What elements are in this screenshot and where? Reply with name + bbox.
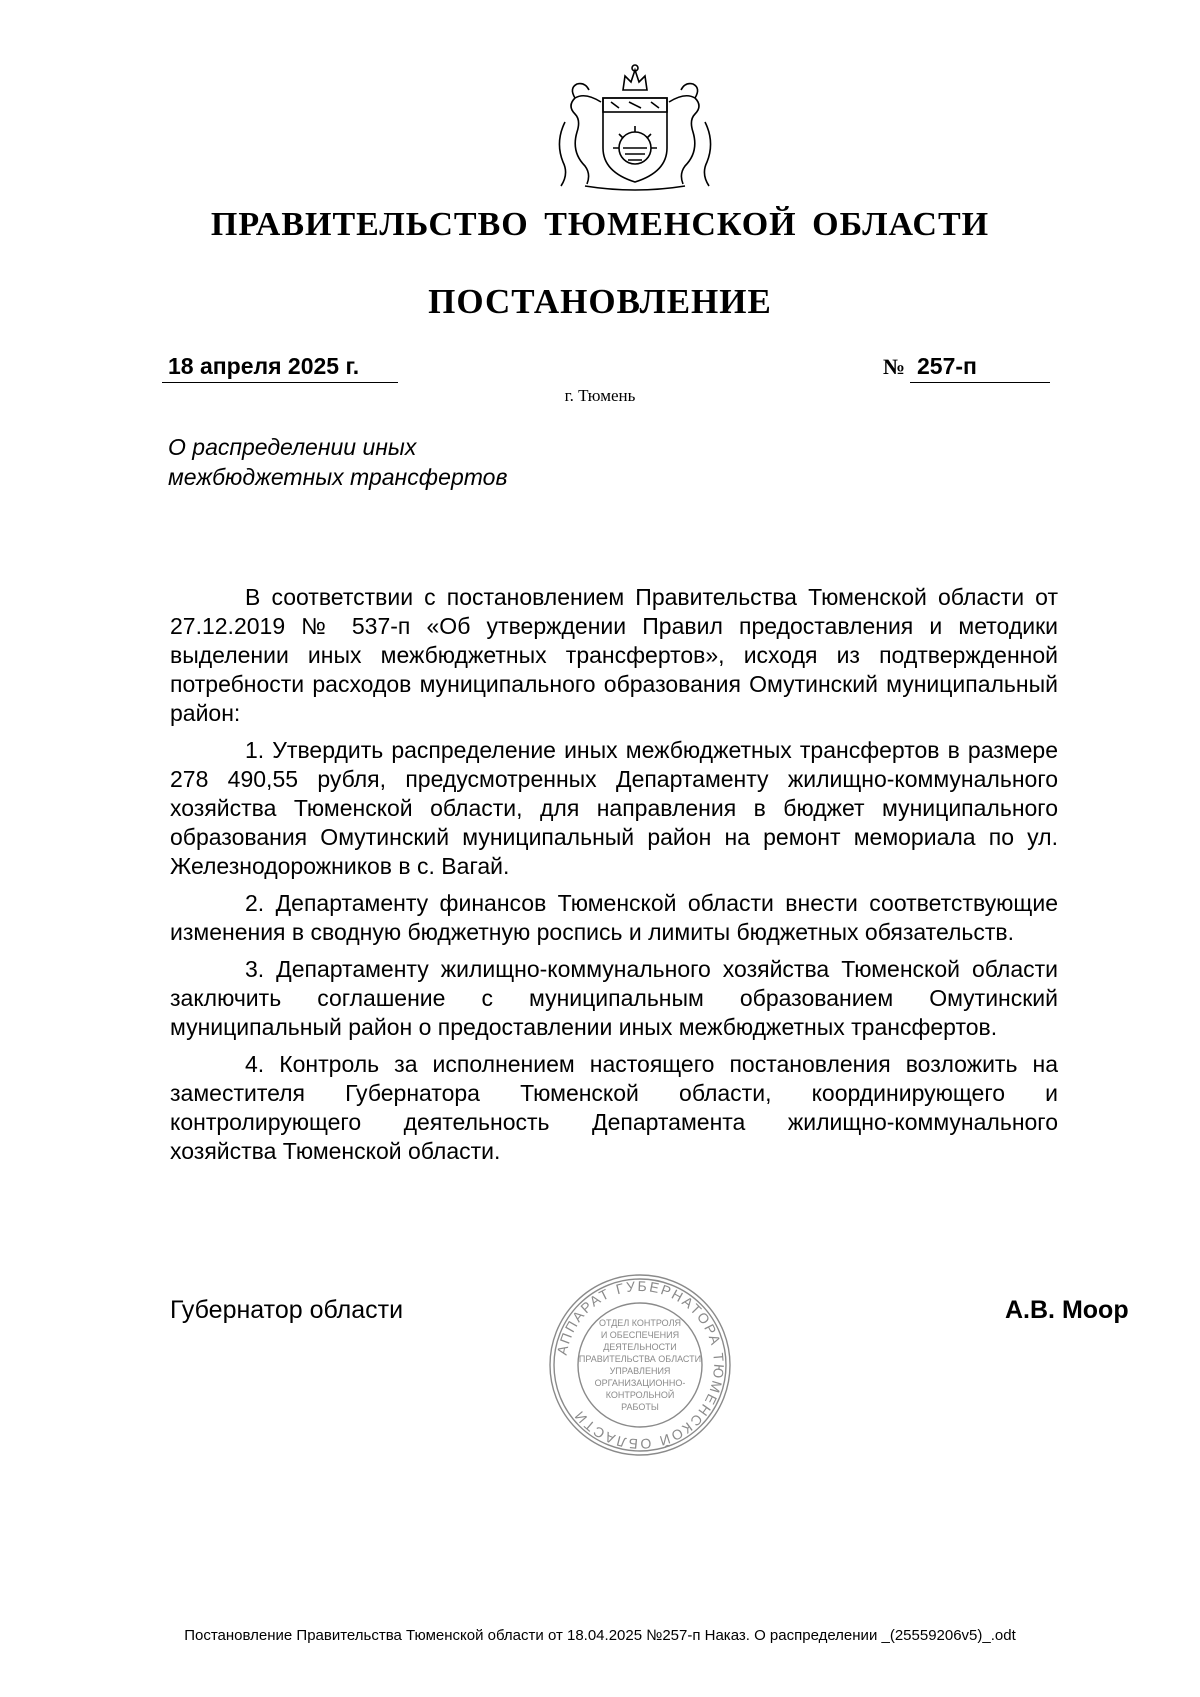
document-subject (168, 432, 668, 492)
document-number: 257-п (917, 353, 977, 379)
body-paragraph: 4. Контроль за исполнением настоящего постановления возложить на заместителя Губернатора Тюменской области, координирующего и контролирующего деятельность Департамента жилищно-коммунального хозяйства Тюменской области. (170, 1051, 1058, 1164)
stamp-inner-line: ПРАВИТЕЛЬСТВА ОБЛАСТИ (578, 1354, 702, 1364)
number-underline (910, 382, 1050, 383)
stamp-outer-text: АППАРАТ ГУБЕРНАТОРА ТЮМЕНСКОЙ ОБЛАСТИ (553, 1277, 728, 1453)
document-type-title: ПОСТАНОВЛЕНИЕ (428, 282, 772, 321)
stamp-inner-line: И ОБЕСПЕЧЕНИЯ (600, 1330, 680, 1340)
city: г. Тюмень (564, 386, 636, 405)
body-paragraph: 3. Департаменту жилищно-коммунального хозяйства Тюменской области заключить соглашение с муниципальным образованием Омутинский муниципальный район о предоставлении иных межбюджетных трансфертов. (170, 956, 1058, 1040)
government-title: ПРАВИТЕЛЬСТВО ТЮМЕНСКОЙ ОБЛАСТИ (210, 206, 990, 243)
signatory-name: А.В. Моор (1005, 1296, 1129, 1324)
subject-line: межбюджетных трансфертов (168, 464, 508, 490)
body-paragraph: В соответствии с постановлением Правительства Тюменской области от 27.12.2019 № 537-п «Об утверждении Правил предоставления и методики выделении иных межбюджетных трансфертов», исходя из подтвержденной потребности расходов муниципального образования Омутинский муниципальный район: (170, 584, 1058, 726)
signatory-position: Губернатор области (170, 1296, 404, 1324)
official-stamp (545, 1270, 735, 1460)
stamp-inner-line: УПРАВЛЕНИЯ (609, 1366, 671, 1376)
number-sign: № (883, 354, 906, 379)
body-paragraph: 1. Утвердить распределение иных межбюджетных трансфертов в размере 278 490,55 рубля, предусмотренных Департаменту жилищно-коммунального хозяйства Тюменской области, для направления в бюджет муниципального образования Омутинский муниципальный район на ремонт мемориала по ул. Железнодорожников в с. Вагай. (170, 737, 1058, 879)
body-paragraph: 2. Департаменту финансов Тюменской области внести соответствующие изменения в сводную бюджетную роспись и лимиты бюджетных обязательств. (170, 890, 1058, 945)
stamp-inner-line: ОТДЕЛ КОНТРОЛЯ (599, 1318, 681, 1328)
coat-of-arms-icon (545, 62, 725, 192)
document-body (170, 583, 1058, 1174)
stamp-inner-line: КОНТРОЛЬНОЙ (605, 1390, 675, 1400)
stamp-inner-line: ДЕЯТЕЛЬНОСТИ (603, 1342, 677, 1352)
file-footer: Постановление Правительства Тюменской области от 18.04.2025 №257-п Наказ. О распределении _(25559206v5)_.odt (184, 1627, 1016, 1644)
stamp-inner-line: ОРГАНИЗАЦИОННО- (594, 1378, 686, 1388)
subject-line: О распределении иных (168, 434, 417, 460)
stamp-inner-line: РАБОТЫ (621, 1402, 659, 1412)
document-date: 18 апреля 2025 г. (168, 353, 360, 379)
date-underline (162, 382, 398, 383)
